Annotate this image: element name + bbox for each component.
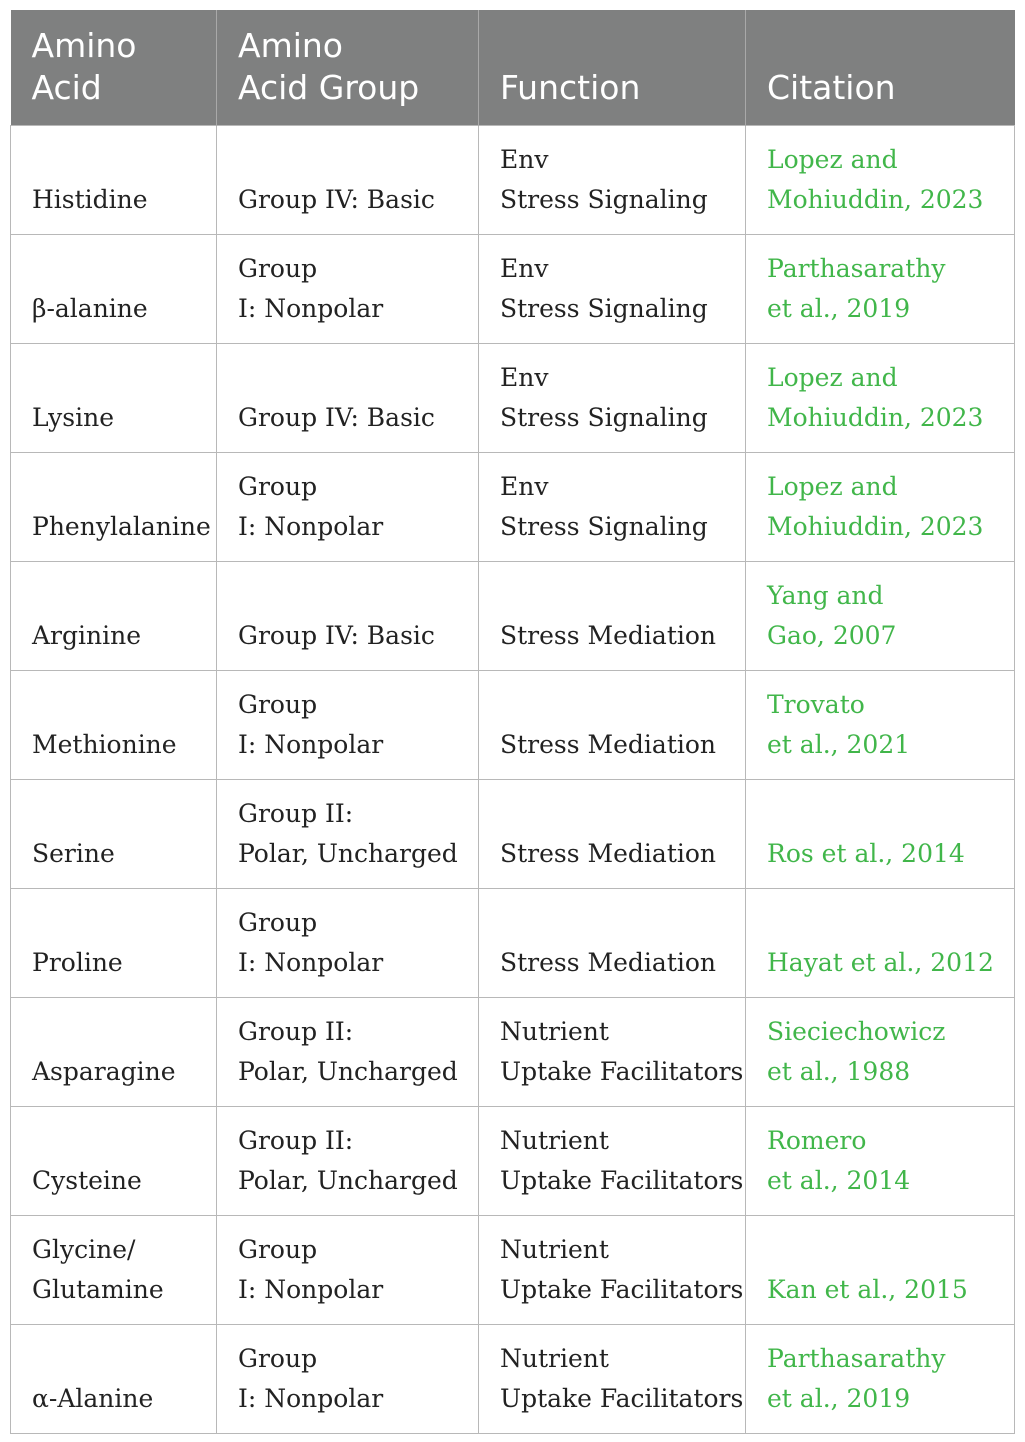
function-cell [479,1215,746,1324]
cell-line: Cysteine [32,1165,142,1195]
cell-line: I: Nonpolar [238,1383,384,1413]
cell-line: Nutrient [500,1016,609,1046]
cell-line: Parthasarathy [767,1343,946,1373]
cell-line: Group IV: Basic [238,184,435,214]
cell-line: Group [238,1234,318,1264]
cell-line: Group [238,907,318,937]
cell-line: Group [238,1343,318,1373]
table-body [11,125,1015,1433]
amino-acid-group-cell [217,888,479,997]
amino-acid-group-cell [217,234,479,343]
amino-acid-cell [11,125,217,234]
amino-acid-group-cell [217,125,479,234]
citation-link[interactable] [746,779,1015,888]
cell-line: Glycine/ [32,1234,136,1264]
cell-line: Function [500,67,641,107]
cell-line: et al., 2019 [767,1383,911,1413]
cell-line: Lopez and [767,362,898,392]
cell-line: et al., 2021 [767,729,911,759]
amino-acid-group-cell [217,670,479,779]
cell-line: Group II: [238,1125,354,1155]
cell-line: Lopez and [767,471,898,501]
cell-line: Trovato [767,689,865,719]
function-cell [479,779,746,888]
function-cell [479,561,746,670]
cell-line: Stress Signaling [500,293,708,323]
cell-line: Amino [238,25,343,65]
cell-line: Group IV: Basic [238,402,435,432]
function-cell [479,1106,746,1215]
table-row [11,888,1015,997]
cell-line: Arginine [32,620,141,650]
cell-line: I: Nonpolar [238,293,384,323]
cell-line: Gao, 2007 [767,620,897,650]
cell-line: Group II: [238,798,354,828]
cell-line: Polar, Uncharged [238,838,458,868]
amino-acid-cell [11,452,217,561]
amino-acid-group-cell [217,452,479,561]
amino-acid-cell [11,997,217,1106]
function-cell [479,125,746,234]
function-cell [479,997,746,1106]
amino-acid-cell [11,1215,217,1324]
amino-acid-group-cell [217,343,479,452]
amino-acid-table [10,10,1015,1434]
table-row [11,1106,1015,1215]
cell-line: Nutrient [500,1125,609,1155]
table-row [11,234,1015,343]
cell-line: Uptake Facilitators [500,1165,744,1195]
citation-link[interactable] [746,452,1015,561]
cell-line: Group [238,689,318,719]
cell-line: et al., 2019 [767,293,911,323]
cell-line: Lysine [32,402,115,432]
amino-acid-group-cell [217,779,479,888]
cell-line: Mohiuddin, 2023 [767,511,984,541]
cell-line: Ros et al., 2014 [767,838,965,868]
table-row [11,343,1015,452]
amino-acid-cell [11,1106,217,1215]
cell-line: Polar, Uncharged [238,1056,458,1086]
function-cell [479,234,746,343]
cell-line: Stress Signaling [500,184,708,214]
cell-line: Parthasarathy [767,253,946,283]
cell-line: Proline [32,947,123,977]
cell-line: Acid [31,67,102,107]
cell-line: et al., 2014 [767,1165,911,1195]
cell-line: Histidine [32,184,148,214]
cell-line: Stress Mediation [500,620,717,650]
cell-line: Env [500,144,549,174]
citation-link[interactable] [746,888,1015,997]
amino-acid-cell [11,561,217,670]
amino-acid-cell [11,779,217,888]
citation-link[interactable] [746,343,1015,452]
header-row [11,10,1015,125]
amino-acid-group-cell [217,561,479,670]
cell-line: Stress Mediation [500,729,717,759]
function-cell [479,452,746,561]
cell-line: Group [238,253,318,283]
cell-line: β-alanine [32,293,148,323]
citation-link[interactable] [746,234,1015,343]
cell-line: I: Nonpolar [238,511,384,541]
citation-link[interactable] [746,670,1015,779]
amino-acid-group-cell [217,997,479,1106]
header-amino-acid-group [217,10,479,125]
cell-line: I: Nonpolar [238,1274,384,1304]
header-citation [746,10,1015,125]
cell-line: Stress Mediation [500,838,717,868]
table-row [11,997,1015,1106]
cell-line: Sieciechowicz [767,1016,946,1046]
citation-link[interactable] [746,125,1015,234]
function-cell [479,343,746,452]
table-row [11,1215,1015,1324]
table-row [11,670,1015,779]
amino-acid-cell [11,1324,217,1433]
amino-acid-cell [11,343,217,452]
cell-line: Env [500,253,549,283]
table-row [11,452,1015,561]
amino-acid-cell [11,234,217,343]
cell-line: Group II: [238,1016,354,1046]
cell-line: Amino [31,25,137,65]
citation-link[interactable] [746,997,1015,1106]
cell-line: Mohiuddin, 2023 [767,402,984,432]
cell-line: Methionine [32,729,177,759]
amino-acid-group-cell [217,1106,479,1215]
cell-line: I: Nonpolar [238,947,384,977]
cell-line: Glutamine [32,1274,164,1304]
function-cell [479,670,746,779]
cell-line: Stress Signaling [500,402,708,432]
cell-line: Kan et al., 2015 [767,1274,968,1304]
table-row [11,779,1015,888]
amino-acid-cell [11,670,217,779]
cell-line: Mohiuddin, 2023 [767,184,984,214]
cell-line: Uptake Facilitators [500,1056,744,1086]
citation-link[interactable] [746,1106,1015,1215]
cell-line: Phenylalanine [32,511,211,541]
cell-line: Yang and [767,580,884,610]
amino-acid-cell [11,888,217,997]
table-row [11,1324,1015,1433]
cell-line: Hayat et al., 2012 [767,947,994,977]
cell-line: Polar, Uncharged [238,1165,458,1195]
cell-line: Serine [32,838,115,868]
cell-line: Group IV: Basic [238,620,435,650]
cell-line: Group [238,471,318,501]
cell-line: Nutrient [500,1343,609,1373]
amino-acid-group-cell [217,1324,479,1433]
cell-line: Asparagine [32,1056,176,1086]
cell-line: Stress Signaling [500,511,708,541]
cell-line: Romero [767,1125,867,1155]
cell-line: Uptake Facilitators [500,1383,744,1413]
cell-line: Env [500,471,549,501]
cell-line: Stress Mediation [500,947,717,977]
function-cell [479,1324,746,1433]
cell-line: Uptake Facilitators [500,1274,744,1304]
cell-line: Nutrient [500,1234,609,1264]
cell-line: α-Alanine [32,1383,154,1413]
cell-line: I: Nonpolar [238,729,384,759]
citation-link[interactable] [746,1215,1015,1324]
cell-line: et al., 1988 [767,1056,911,1086]
cell-line: Env [500,362,549,392]
cell-line: Citation [767,67,896,107]
header-amino-acid [11,10,217,125]
citation-link[interactable] [746,561,1015,670]
citation-link[interactable] [746,1324,1015,1433]
header-function [479,10,746,125]
cell-line: Acid Group [238,67,420,107]
table-header [11,10,1015,125]
amino-acid-group-cell [217,1215,479,1324]
table-row [11,561,1015,670]
cell-line: Lopez and [767,144,898,174]
table-row [11,125,1015,234]
function-cell [479,888,746,997]
